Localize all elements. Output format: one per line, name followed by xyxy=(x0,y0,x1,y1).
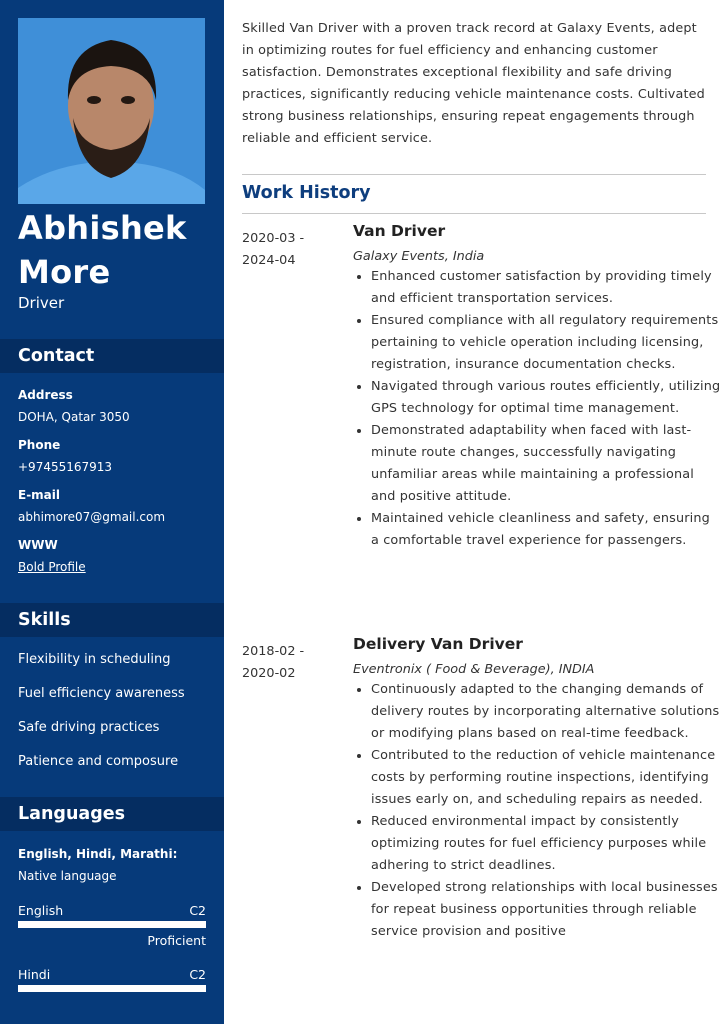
job-dates: 2020-03 - 2024-04 xyxy=(242,231,305,268)
contact-heading: Contact xyxy=(0,339,224,373)
skill-item: Patience and composure xyxy=(18,754,179,769)
job-bullet: • Ensured compliance with all regulatory requirements pertaining to vehicle operation including licensing, registration, insurance documentation checks. xyxy=(371,310,721,376)
job-bullet: • Developed strong relationships with local businesses for repeat business opportunities through reliable service provision and positive xyxy=(371,877,721,943)
job-bullet: • Contributed to the reduction of vehicle maintenance costs by performing routine inspections, identifying issues early on, and scheduling repairs as needed. xyxy=(371,745,721,811)
language-level-fill xyxy=(18,985,206,992)
job-dates: 2018-02 - 2020-02 xyxy=(242,644,305,681)
native-languages-value: Native language xyxy=(18,869,117,883)
phone-label: Phone xyxy=(18,438,61,452)
profile-photo xyxy=(18,18,205,204)
sidebar xyxy=(0,0,224,1024)
job-title: Van Driver xyxy=(353,222,446,240)
professional-summary: Skilled Van Driver with a proven track record at Galaxy Events, adept in optimizing routes for fuel efficiency and enhancing customer satisfaction. Demonstrates exceptional flexibility and safe driving practices, significantly reducing vehicle maintenance costs. Cultivated strong business relationships, ensuring repeat engagements through reliable and efficient service. xyxy=(242,21,705,146)
first-name: Abhishek xyxy=(18,209,187,247)
language-level: C2 xyxy=(189,903,206,918)
language-level: C2 xyxy=(189,967,206,982)
language-english xyxy=(18,903,206,918)
job-bullet: • Demonstrated adaptability when faced with last-minute route changes, successfully navigating unfamiliar areas while maintaining a professional and positive attitude. xyxy=(371,420,721,508)
skills-heading: Skills xyxy=(0,603,224,637)
language-level-bar xyxy=(18,921,206,928)
job-title: Delivery Van Driver xyxy=(353,635,523,653)
divider xyxy=(242,174,706,175)
work-history-heading: Work History xyxy=(242,183,371,203)
job-bullets xyxy=(353,679,721,943)
job-company: Eventronix ( Food & Beverage), INDIA xyxy=(353,662,595,677)
native-languages-label: English, Hindi, Marathi: xyxy=(18,847,178,861)
language-proficiency: Proficient xyxy=(147,933,206,948)
job-bullet: • Enhanced customer satisfaction by providing timely and efficient transportation services. xyxy=(371,266,721,310)
skill-item: Flexibility in scheduling xyxy=(18,652,171,667)
divider xyxy=(242,213,706,214)
address-value: DOHA, Qatar 3050 xyxy=(18,410,130,424)
language-hindi xyxy=(18,967,206,982)
languages-heading: Languages xyxy=(0,797,224,831)
email-label: E-mail xyxy=(18,488,61,502)
job-bullet: • Reduced environmental impact by consistently optimizing routes for fuel efficiency purposes while adhering to strict deadlines. xyxy=(371,811,721,877)
phone-value: +97455167913 xyxy=(18,460,113,474)
job-bullets xyxy=(353,266,721,552)
last-name: More xyxy=(18,253,111,291)
language-level-bar xyxy=(18,985,206,992)
email-value: abhimore07@gmail.com xyxy=(18,510,166,524)
language-name: English xyxy=(18,903,64,918)
candidate-name xyxy=(18,206,218,294)
www-label: WWW xyxy=(18,538,58,552)
job-bullet: • Maintained vehicle cleanliness and safety, ensuring a comfortable travel experience for passengers. xyxy=(371,508,721,552)
address-label: Address xyxy=(18,388,73,402)
job-bullet: • Continuously adapted to the changing demands of delivery routes by incorporating alternative solutions or modifying plans based on real-time feedback. xyxy=(371,679,721,745)
job-bullet: • Navigated through various routes efficiently, utilizing GPS technology for optimal time management. xyxy=(371,376,721,420)
language-level-fill xyxy=(18,921,206,928)
language-name: Hindi xyxy=(18,967,51,982)
skill-item: Fuel efficiency awareness xyxy=(18,686,185,701)
job-company: Galaxy Events, India xyxy=(353,249,485,264)
candidate-role: Driver xyxy=(18,294,65,312)
profile-link[interactable]: Bold Profile xyxy=(18,560,86,574)
skill-item: Safe driving practices xyxy=(18,720,160,735)
